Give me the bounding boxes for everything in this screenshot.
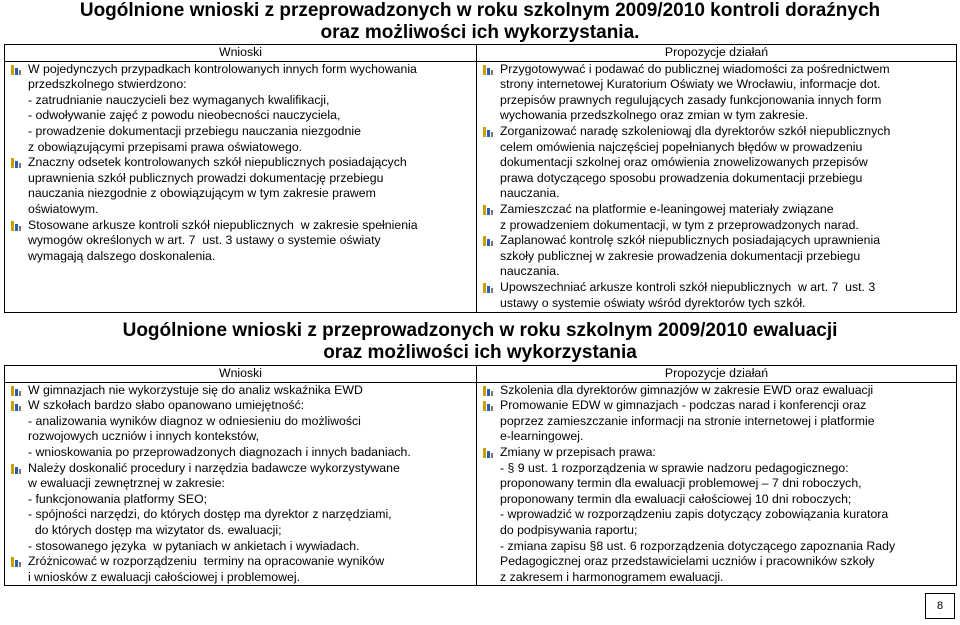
item-line: proponowany termin dla ewaluacji problemowej – 7 dni roboczych, bbox=[500, 476, 862, 491]
bullet-icon bbox=[482, 400, 494, 412]
section1-left-cell bbox=[5, 61, 477, 312]
list-item bbox=[480, 398, 953, 445]
section1-col-wnioski: Wnioski bbox=[5, 45, 477, 62]
item-line: Zaplanować kontrolę szkół niepublicznych posiadających uprawnienia bbox=[500, 233, 881, 248]
item-line: Zorganizować naradę szkoleniowąj dla dyrektorów szkół niepublicznych bbox=[500, 123, 891, 138]
section2-left-cell bbox=[5, 382, 477, 586]
item-line: - odwoływanie zajęć z powodu nieobecności nauczyciela, bbox=[28, 108, 341, 123]
section2-title-line2: oraz możliwości ich wykorzystania bbox=[323, 342, 637, 363]
item-line: ustawy o systemie oświaty wśród dyrektorów tych szkół. bbox=[500, 295, 806, 310]
section1-title-line2: oraz możliwości ich wykorzystania. bbox=[320, 22, 640, 43]
item-line: - zmiana zapisu §8 ust. 6 rozporządzenia dotyczącego zapoznania Rady bbox=[500, 538, 896, 553]
item-line: - wnioskowania po przeprowadzonych diagnozach i innych badaniach. bbox=[28, 444, 411, 459]
bullet-icon bbox=[10, 157, 22, 169]
item-line: rozwojowych uczniów i innych kontekstów, bbox=[28, 429, 260, 444]
list-item bbox=[8, 383, 473, 399]
item-line: W pojedynczych przypadkach kontrolowanych innych form wychowania bbox=[28, 61, 417, 76]
item-line: Przygotowywać i podawać do publicznej wiadomości za pośrednictwem bbox=[500, 61, 890, 76]
bullet-icon bbox=[10, 463, 22, 475]
section2-table bbox=[4, 365, 957, 586]
item-line: Promowanie EDW w gimnazjach - podczas narad i konferencji oraz bbox=[500, 398, 867, 413]
item-line: przepisów prawnych regulujących zasady funkcjonowania innych form bbox=[500, 92, 882, 107]
item-line: szkoły publicznej w zakresie prowadzenia dokumentacji przebiegu bbox=[500, 248, 861, 263]
bullet-icon bbox=[482, 447, 494, 459]
list-item bbox=[8, 218, 473, 265]
bullet-icon bbox=[10, 400, 22, 412]
item-line: - funkcjonowania platformy SEO; bbox=[28, 491, 208, 506]
item-line: nauczania niezgodnie z obowiązującym w tym zakresie prawem bbox=[28, 186, 376, 201]
item-line: Znaczny odsetek kontrolowanych szkół niepublicznych posiadających bbox=[28, 155, 407, 170]
section2-col-wnioski: Wnioski bbox=[5, 366, 477, 383]
item-line: Szkolenia dla dyrektorów gimnazjów w zakresie EWD oraz ewaluacji bbox=[500, 382, 874, 397]
item-line: do podpisywania raportu; bbox=[500, 522, 638, 537]
item-line: W gimnazjach nie wykorzystuje się do analiz wskaźnika EWD bbox=[28, 382, 363, 397]
section1-title bbox=[0, 0, 960, 44]
item-line: Zmiany w przepisach prawa: bbox=[500, 444, 656, 459]
section1-table bbox=[4, 44, 957, 313]
bullet-icon bbox=[482, 204, 494, 216]
list-item bbox=[480, 202, 953, 233]
item-line: wychowania przedszkolnego oraz zmian w tym zakresie. bbox=[500, 108, 809, 123]
list-item bbox=[8, 155, 473, 217]
list-item bbox=[480, 62, 953, 124]
item-line: wymogów określonych w art. 7 ust. 3 ustawy o systemie oświaty bbox=[28, 233, 381, 248]
item-line: nauczania. bbox=[500, 264, 560, 279]
item-line: Pedagogicznej oraz przedstawicielami uczniów i pracowników szkoły bbox=[500, 554, 875, 569]
item-line: Zróżnicować w rozporządzeniu terminy na opracowanie wyników bbox=[28, 554, 385, 569]
bullet-icon bbox=[482, 126, 494, 138]
bullet-icon bbox=[10, 220, 22, 232]
list-item bbox=[8, 461, 473, 555]
list-item bbox=[8, 554, 473, 585]
item-line: - zatrudnianie nauczycieli bez wymaganych kwalifikacji, bbox=[28, 92, 330, 107]
section1-right-cell bbox=[477, 61, 957, 312]
list-item bbox=[480, 280, 953, 311]
list-item bbox=[8, 62, 473, 156]
item-line: - prowadzenie dokumentacji przebiegu nauczania niezgodnie bbox=[28, 123, 361, 138]
item-line: - § 9 ust. 1 rozporządzenia w sprawie nadzoru pedagogicznego: bbox=[500, 460, 849, 475]
item-line: W szkołach bardzo słabo opanowano umiejętność: bbox=[28, 398, 305, 413]
item-line: Zamieszczać na platformie e-leaningowej materiały związane bbox=[500, 201, 834, 216]
bullet-icon bbox=[10, 556, 22, 568]
item-line: proponowany termin dla ewaluacji całościowej 10 dni roboczych; bbox=[500, 491, 852, 506]
item-line: z obowiązującymi przepisami prawa oświatowego. bbox=[28, 139, 303, 154]
list-item bbox=[8, 398, 473, 460]
list-item bbox=[480, 233, 953, 280]
list-item bbox=[480, 383, 953, 399]
page-number: 8 bbox=[925, 593, 955, 619]
item-line: w ewaluacji zewnętrznej w zakresie: bbox=[28, 476, 225, 491]
item-line: celem omówienia najczęściej popełnianych błędów w prowadzeniu bbox=[500, 139, 863, 154]
item-line: - spójności narzędzi, do których dostęp ma dyrektor z narzędziami, bbox=[28, 507, 392, 522]
bullet-icon bbox=[482, 235, 494, 247]
section2-title-line1: Uogólnione wnioski z przeprowadzonych w roku szkolnym 2009/2010 ewaluacji bbox=[122, 320, 838, 341]
item-line: - stosowanego języka w pytaniach w ankietach i wywiadach. bbox=[28, 538, 360, 553]
bullet-icon bbox=[482, 385, 494, 397]
bullet-icon bbox=[482, 64, 494, 76]
item-line: do których dostęp ma wizytator ds. ewaluacji; bbox=[28, 522, 282, 537]
section2-right-cell bbox=[477, 382, 957, 586]
item-line: - wprowadzić w rozporządzeniu zapis dotyczący zobowiązania kuratora bbox=[500, 507, 889, 522]
section1-col-propozycje: Propozycje działań bbox=[477, 45, 957, 62]
item-line: uprawnienia szkół publicznych prowadzi dokumentację przebiegu bbox=[28, 170, 384, 185]
item-line: wymagają dalszego doskonalenia. bbox=[28, 248, 216, 263]
item-line: strony internetowej Kuratorium Oświaty we Wrocławiu, informacje dot. bbox=[500, 77, 881, 92]
item-line: nauczania. bbox=[500, 186, 560, 201]
item-line: z zakresem i harmonogramem ewaluacji. bbox=[500, 569, 724, 584]
item-line: z prowadzeniem dokumentacji, w tym z przeprowadzonych narad. bbox=[500, 217, 859, 232]
item-line: Należy doskonalić procedury i narzędzia badawcze wykorzystywane bbox=[28, 460, 400, 475]
item-line: oświatowym. bbox=[28, 201, 99, 216]
section2-title bbox=[0, 320, 960, 364]
item-line: Stosowane arkusze kontroli szkół niepublicznych w zakresie spełnienia bbox=[28, 217, 418, 232]
item-line: Upowszechniać arkusze kontroli szkół niepublicznych w art. 7 ust. 3 bbox=[500, 279, 876, 294]
bullet-icon bbox=[10, 385, 22, 397]
section2-col-propozycje: Propozycje działań bbox=[477, 366, 957, 383]
list-item bbox=[480, 445, 953, 585]
bullet-icon bbox=[482, 282, 494, 294]
item-line: prawa dotyczącego sposobu prowadzenia dokumentacji przebiegu bbox=[500, 170, 863, 185]
item-line: e-learningowej. bbox=[500, 429, 584, 444]
item-line: - analizowania wyników diagnoz w odniesieniu do możliwości bbox=[28, 413, 361, 428]
item-line: poprzez zamieszczanie informacji na stronie internetowej i platformie bbox=[500, 413, 875, 428]
item-line: i wniosków z ewaluacji całościowej i problemowej. bbox=[28, 569, 301, 584]
section1-title-line1: Uogólnione wnioski z przeprowadzonych w roku szkolnym 2009/2010 kontroli doraźnych bbox=[79, 0, 881, 21]
item-line: dokumentacji szkolnej oraz omówienia znowelizowanych przepisów bbox=[500, 155, 868, 170]
list-item bbox=[480, 124, 953, 202]
item-line: przedszkolnego stwierdzono: bbox=[28, 77, 187, 92]
bullet-icon bbox=[10, 64, 22, 76]
